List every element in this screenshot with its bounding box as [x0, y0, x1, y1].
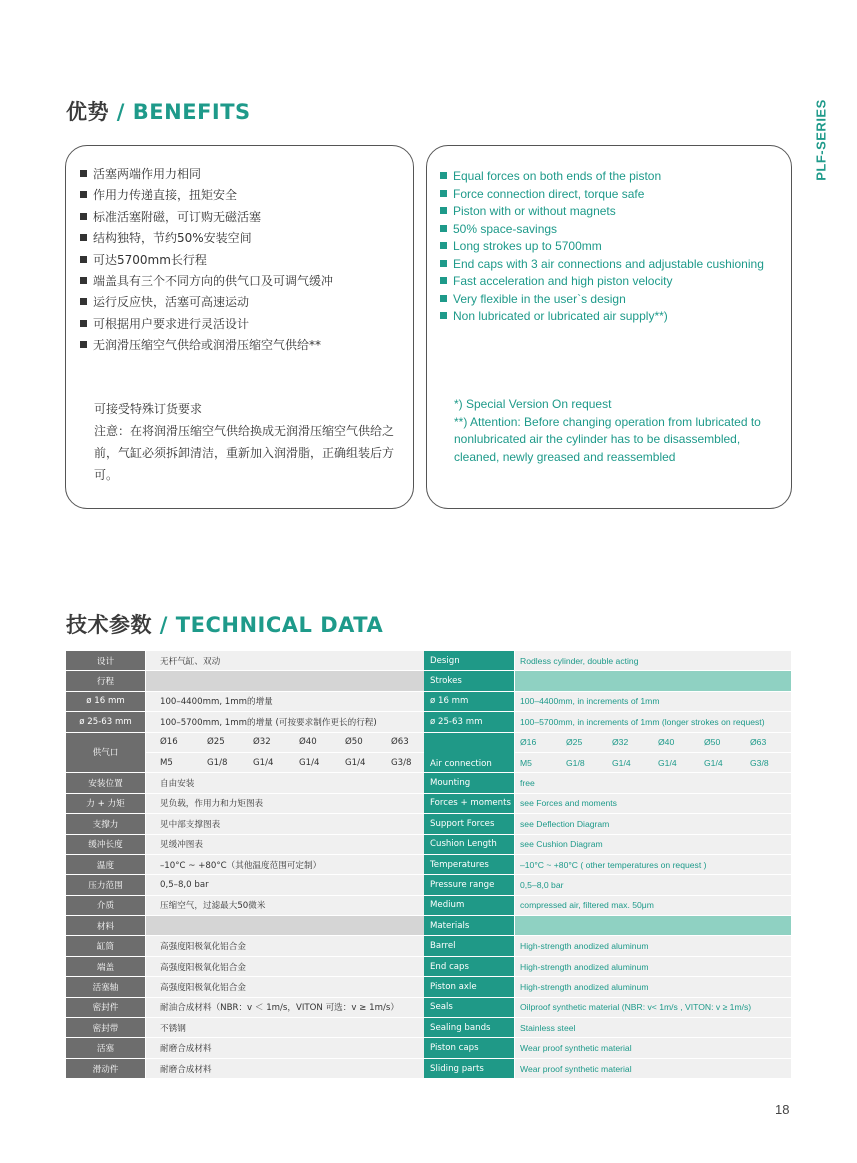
list-item: Piston with or without magnets — [440, 203, 764, 221]
table-row: 供气口 Ø16 Ø25 Ø32 Ø40 Ø50 Ø63 — [66, 733, 424, 753]
list-item: 50% space-savings — [440, 221, 764, 239]
table-row: Air connection Ø16 Ø25 Ø32 Ø40 Ø50 Ø63 — [424, 733, 791, 753]
table-row: 缸筒 高强度阳极氧化铝合金 — [66, 936, 424, 956]
table-row: 设计 无杆气缸、双动 — [66, 651, 424, 671]
square-bullet-icon — [80, 191, 87, 198]
note-line: 注意：在将润滑压缩空气供给换成无润滑压缩空气供给之前，气缸必须拆卸清洁，重新加入润滑脂，正确组装后方可。 — [94, 424, 395, 482]
square-bullet-icon — [440, 207, 447, 214]
table-row: 行程 — [66, 671, 424, 691]
table-row: 安装位置 自由安装 — [66, 773, 424, 793]
note-line: *) Special Version On request — [454, 397, 612, 411]
benefits-list-en — [440, 168, 764, 326]
benefits-box-en — [426, 145, 792, 509]
table-row: Support Forces see Deflection Diagram — [424, 814, 791, 834]
table-row: Temperatures –10°C ~ +80°C ( other temperatures on request ) — [424, 855, 791, 875]
list-item: Equal forces on both ends of the piston — [440, 168, 764, 186]
table-row: Materials — [424, 916, 791, 936]
technical-data-title — [66, 609, 383, 639]
table-row: 支撑力 见中部支撑图表 — [66, 814, 424, 834]
table-row: 滑动件 耐磨合成材料 — [66, 1059, 424, 1079]
list-item: Force connection direct, torque safe — [440, 186, 764, 204]
note-line: nonlubricated air the cylinder has to be disassembled, — [454, 432, 741, 446]
square-bullet-icon — [80, 298, 87, 305]
table-row: Seals Oilproof synthetic material (NBR: v< 1m/s , VITON: v ≥ 1m/s) — [424, 998, 791, 1018]
table-row: ø 25-63 mm 100–5700mm, in increments of 1mm (longer strokes on request) — [424, 712, 791, 732]
square-bullet-icon — [80, 256, 87, 263]
square-bullet-icon — [80, 213, 87, 220]
table-row: 压力范围 0,5–8,0 bar — [66, 875, 424, 895]
list-item: Non lubricated or lubricated air supply**) — [440, 308, 764, 326]
table-row: Design Rodless cylinder, double acting — [424, 651, 791, 671]
table-row: 活塞 耐磨合成材料 — [66, 1038, 424, 1058]
table-row: 活塞轴 高强度阳极氧化铝合金 — [66, 977, 424, 997]
list-item: Fast acceleration and high piston velocity — [440, 273, 764, 291]
table-row: Piston caps Wear proof synthetic material — [424, 1038, 791, 1058]
benefits-title-en: BENEFITS — [132, 100, 251, 124]
note-line: 可接受特殊订货要求 — [94, 402, 203, 416]
square-bullet-icon — [80, 234, 87, 241]
table-row: Piston axle High-strength anodized aluminum — [424, 977, 791, 997]
benefits-box-cn — [65, 145, 414, 509]
special-note-en — [454, 396, 784, 466]
table-row: 介质 压缩空气，过滤最大50微米 — [66, 896, 424, 916]
note-line: cleaned, newly greased and reassembled — [454, 449, 676, 464]
square-bullet-icon — [440, 295, 447, 302]
benefits-title-cn: 优势 — [66, 100, 109, 124]
table-row: Strokes — [424, 671, 791, 691]
series-label: PLF-SERIES — [813, 99, 829, 181]
square-bullet-icon — [440, 225, 447, 232]
list-item: Long strokes up to 5700mm — [440, 238, 764, 256]
table-row: Mounting free — [424, 773, 791, 793]
table-row: Cushion Length see Cushion Diagram — [424, 835, 791, 855]
table-row: 温度 –10°C ~ +80°C（其他温度范围可定制） — [66, 855, 424, 875]
square-bullet-icon — [440, 312, 447, 319]
list-item: 可达5700mm长行程 — [80, 250, 333, 271]
square-bullet-icon — [440, 190, 447, 197]
technical-table-cn — [66, 651, 424, 1079]
list-item: 可根据用户要求进行灵活设计 — [80, 314, 333, 335]
list-item: 作用力传递直接，扭矩安全 — [80, 185, 333, 206]
table-row: Sealing bands Stainless steel — [424, 1018, 791, 1038]
table-row: Medium compressed air, filtered max. 50μm — [424, 896, 791, 916]
table-row: End caps High-strength anodized aluminum — [424, 957, 791, 977]
benefits-title-sep: / — [109, 100, 133, 124]
table-row: M5 G1/8 G1/4 G1/4 G1/4 G3/8 — [424, 753, 791, 773]
technical-title-sep: / — [152, 613, 176, 637]
technical-title-en: TECHNICAL DATA — [175, 613, 384, 637]
table-row: ø 16 mm 100–4400mm, 1mm的增量 — [66, 692, 424, 712]
note-line: **) Attention: Before changing operation from lubricated to — [454, 414, 761, 429]
square-bullet-icon — [440, 260, 447, 267]
list-item: 结构独特，节约50%安装空间 — [80, 228, 333, 249]
list-item: 端盖具有三个不同方向的供气口及可调气缓冲 — [80, 271, 333, 292]
table-row: Forces + moments see Forces and moments — [424, 794, 791, 814]
square-bullet-icon — [80, 341, 87, 348]
benefits-title — [66, 96, 251, 126]
page-number: 18 — [775, 1102, 790, 1117]
square-bullet-icon — [80, 320, 87, 327]
table-row: M5 G1/8 G1/4 G1/4 G1/4 G3/8 — [66, 753, 424, 773]
list-item: End caps with 3 air connections and adjustable cushioning — [440, 256, 764, 274]
technical-table-en — [424, 651, 791, 1079]
table-row: 密封件 耐油合成材料（NBR：v ＜ 1m/s，VITON 可选：v ≥ 1m/s） — [66, 998, 424, 1018]
square-bullet-icon — [440, 242, 447, 249]
table-row: 力 + 力矩 见负载，作用力和力矩图表 — [66, 794, 424, 814]
table-row: ø 16 mm 100–4400mm, in increments of 1mm — [424, 692, 791, 712]
square-bullet-icon — [440, 277, 447, 284]
list-item: 无润滑压缩空气供给或润滑压缩空气供给** — [80, 335, 333, 356]
technical-title-cn: 技术参数 — [66, 613, 152, 637]
list-item: 运行反应快，活塞可高速运动 — [80, 292, 333, 313]
table-row: 端盖 高强度阳极氧化铝合金 — [66, 957, 424, 977]
list-item: Very flexible in the user`s design — [440, 291, 764, 309]
list-item: 标准活塞附磁，可订购无磁活塞 — [80, 207, 333, 228]
benefits-list-cn — [80, 164, 333, 357]
table-row: 密封带 不锈钢 — [66, 1018, 424, 1038]
table-row: Barrel High-strength anodized aluminum — [424, 936, 791, 956]
table-row: Sliding parts Wear proof synthetic material — [424, 1059, 791, 1079]
square-bullet-icon — [80, 277, 87, 284]
table-row: ø 25-63 mm 100–5700mm, 1mm的增量 (可按要求制作更长的行程) — [66, 712, 424, 732]
table-row: 缓冲长度 见缓冲图表 — [66, 835, 424, 855]
list-item: 活塞两端作用力相同 — [80, 164, 333, 185]
square-bullet-icon — [440, 172, 447, 179]
table-row: Pressure range 0,5–8,0 bar — [424, 875, 791, 895]
special-note-cn — [94, 398, 399, 486]
square-bullet-icon — [80, 170, 87, 177]
table-row: 材料 — [66, 916, 424, 936]
